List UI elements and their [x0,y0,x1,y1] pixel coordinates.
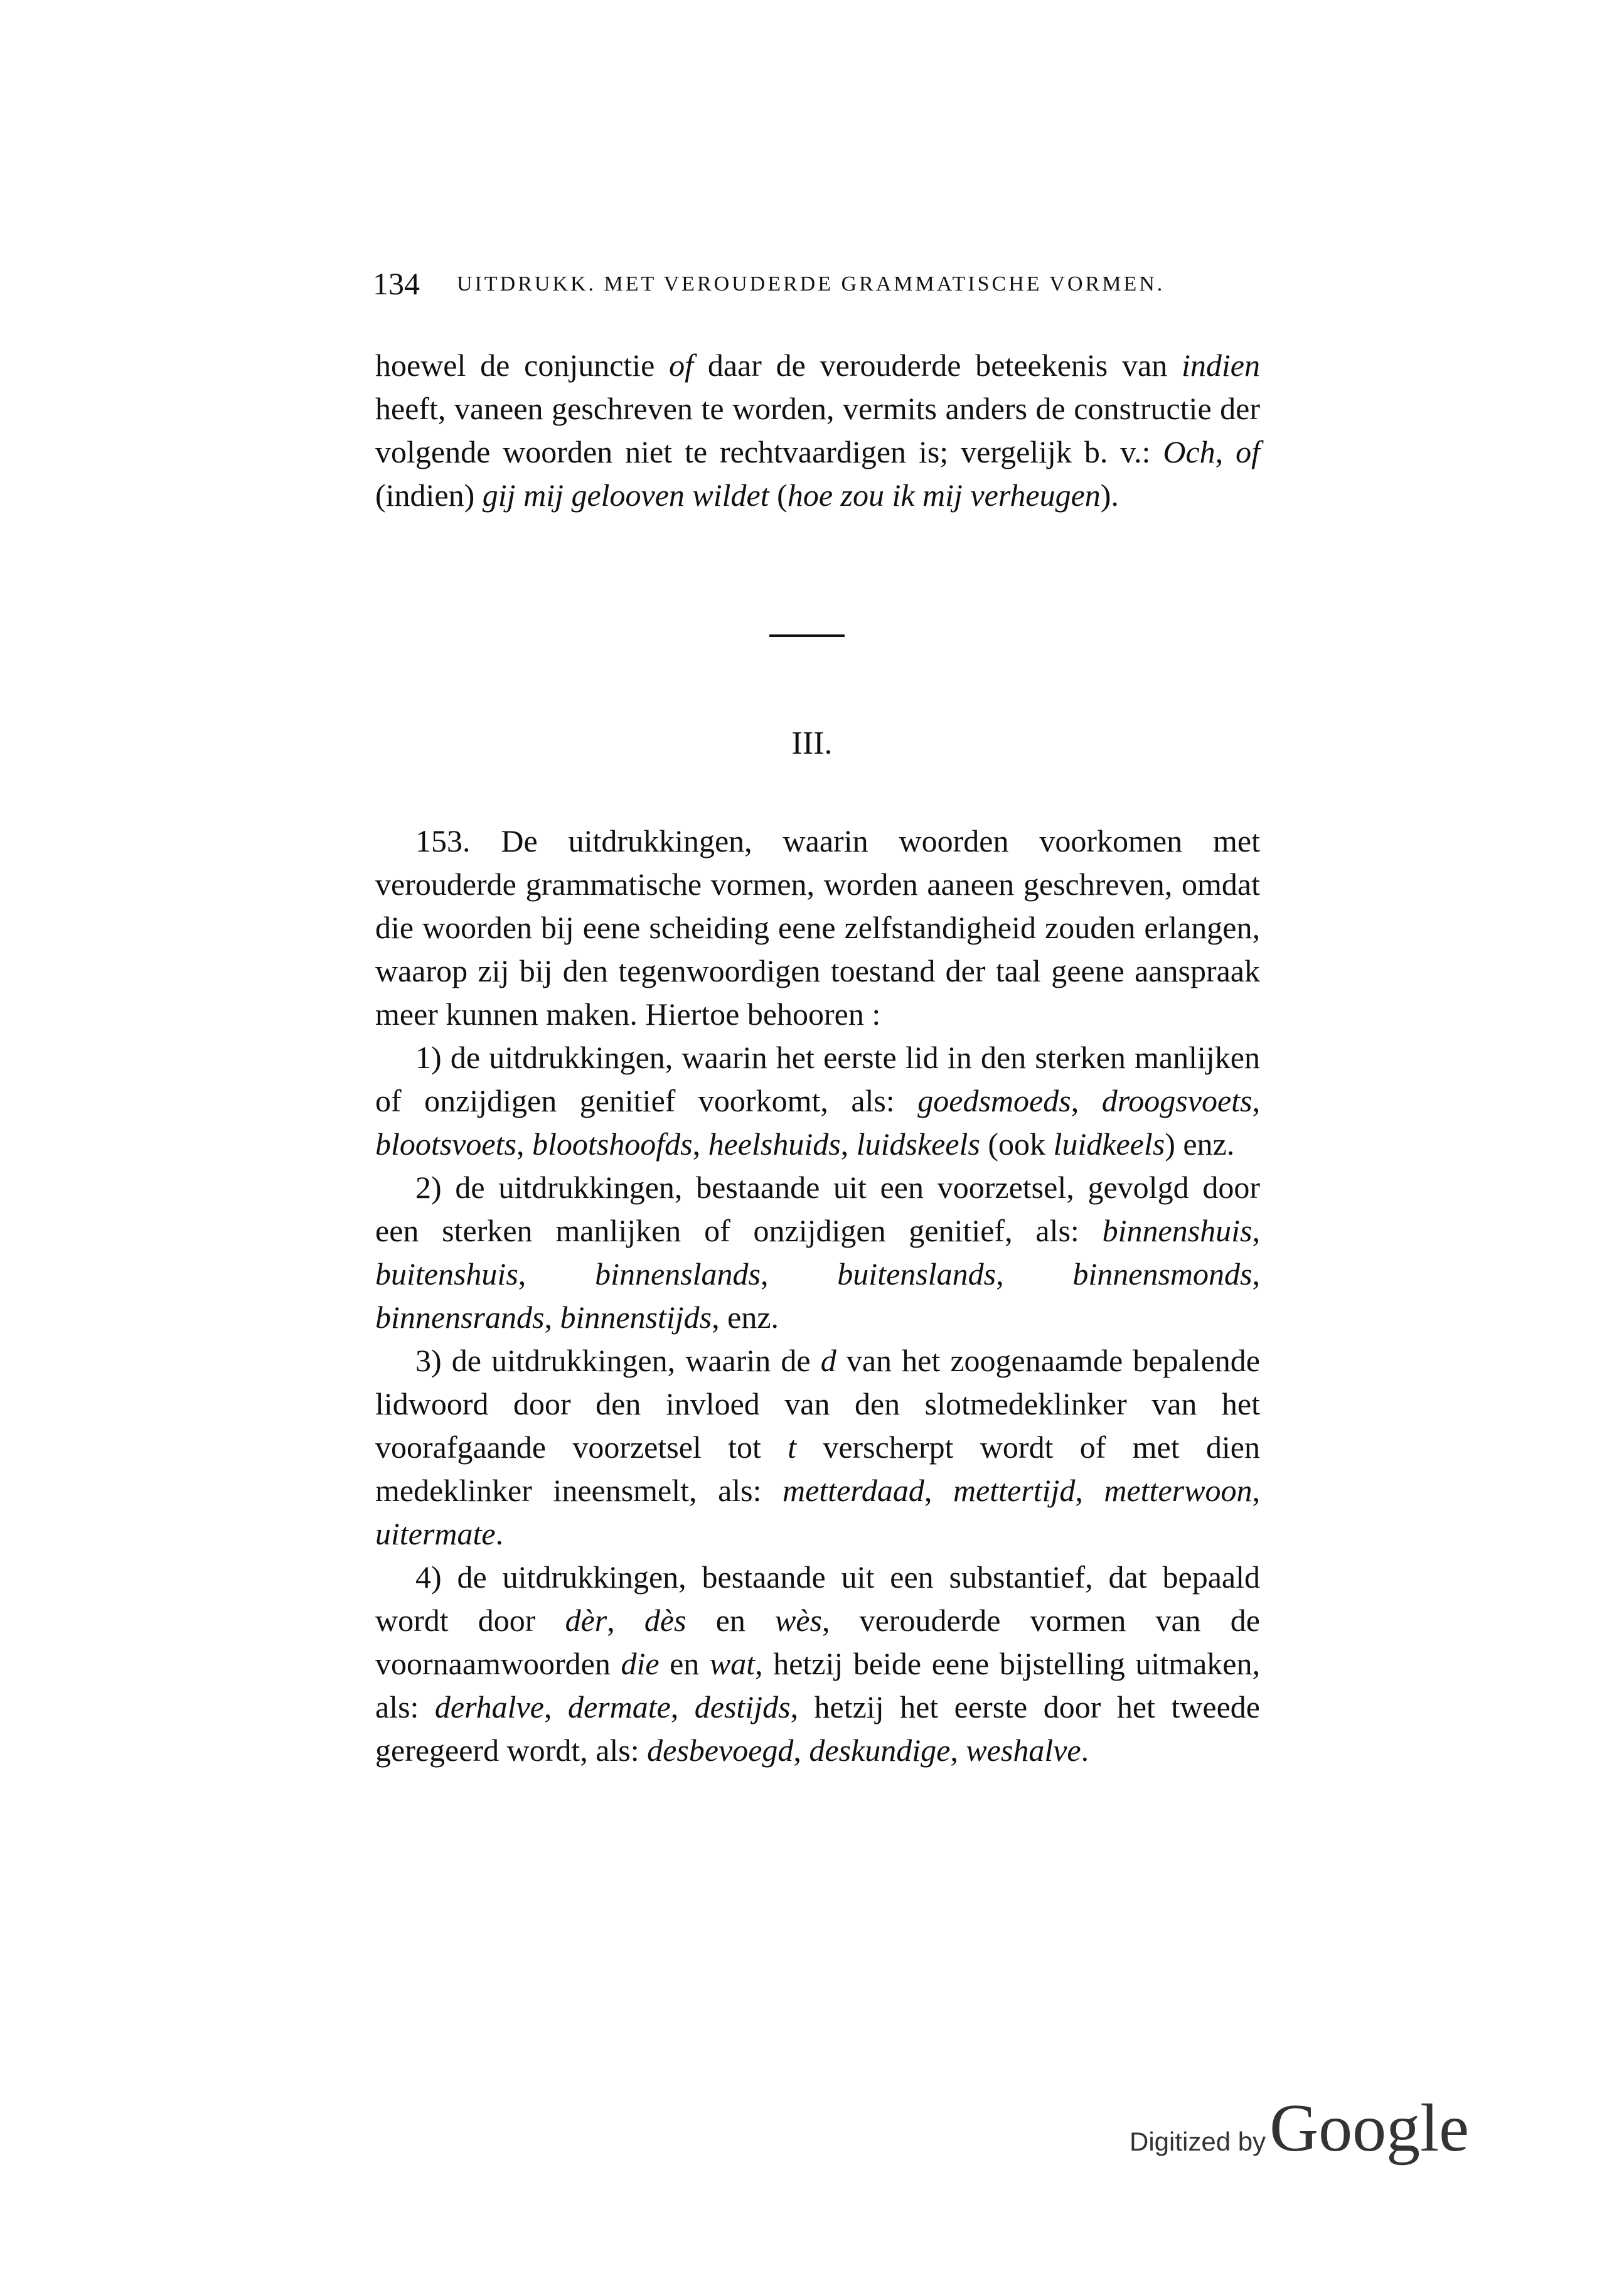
list-item-4: 4) de uitdrukkingen, bestaande uit een substantief, dat bepaald wordt door dèr, dès en wès, verouderde vormen van de voornaamwoorden die en wat, hetzij beide eene bijstelling uitmaken, als: derhalve, dermate, destijds, hetzij het eerste door het tweede geregeerd wordt, als: desbevoegd, deskundige, weshalve. [375,1559,1260,1768]
list-item-3: 3) de uitdrukkingen, waarin de d van het zoogenaamde bepalende lidwoord door den invloed van den slotmedeklinker van het voorafgaande voorzetsel tot t verscherpt wordt of met dien medeklinker ineensmelt, als: metterdaad, mettertijd, metterwoon, uitermate. [375,1343,1261,1551]
list-item-2: 2) de uitdrukkingen, bestaande uit een voorzetsel, gevolgd door een sterken manlijken of onzijdigen genitief, als: binnenshuis, buitenshuis, binnenslands, buitenslands, binnensmonds, binnensrands, binnenstijds, enz. [375,1170,1260,1335]
paragraph-153: 153. De uitdrukkingen, waarin woorden voorkomen met verouderde grammatische vormen, worden aaneen geschreven, omdat die woorden bij eene scheiding eene zelfstandigheid zouden erlangen, waarop zij bij den tegenwoordigen toestand der taal geene aanspraak meer kunnen maken. Hiertoe behooren : [375,823,1260,1032]
google-logo: Google [1269,2091,1470,2166]
running-head: UITDRUKK. MET VEROUDERDE GRAMMATISCHE VORMEN. [457,272,1165,296]
body-text [375,820,1260,1772]
page-number: 134 [373,266,420,301]
watermark-prefix: Digitized by [1130,2127,1266,2156]
digitized-by-google-watermark [1130,2090,1469,2168]
list-item-1: 1) de uitdrukkingen, waarin het eerste lid in den sterken manlijken of onzijdigen genitief voorkomt, als: goedsmoeds, droogsvoets, blootsvoets, blootshoofds, heelshuids, luidskeels (ook luidkeels) enz. [375,1040,1260,1162]
section-number: III. [791,725,833,761]
page-header [373,265,1264,302]
section-divider-rule [769,634,845,637]
intro-paragraph: hoewel de conjunctie of daar de verouderde beteekenis van indien heeft, vaneen geschreven te worden, vermits anders de constructie der volgende woorden niet te rechtvaardigen is; vergelijk b. v.: Och, of (indien) gij mij gelooven wildet (hoe zou ik mij verheugen). [375,348,1261,513]
